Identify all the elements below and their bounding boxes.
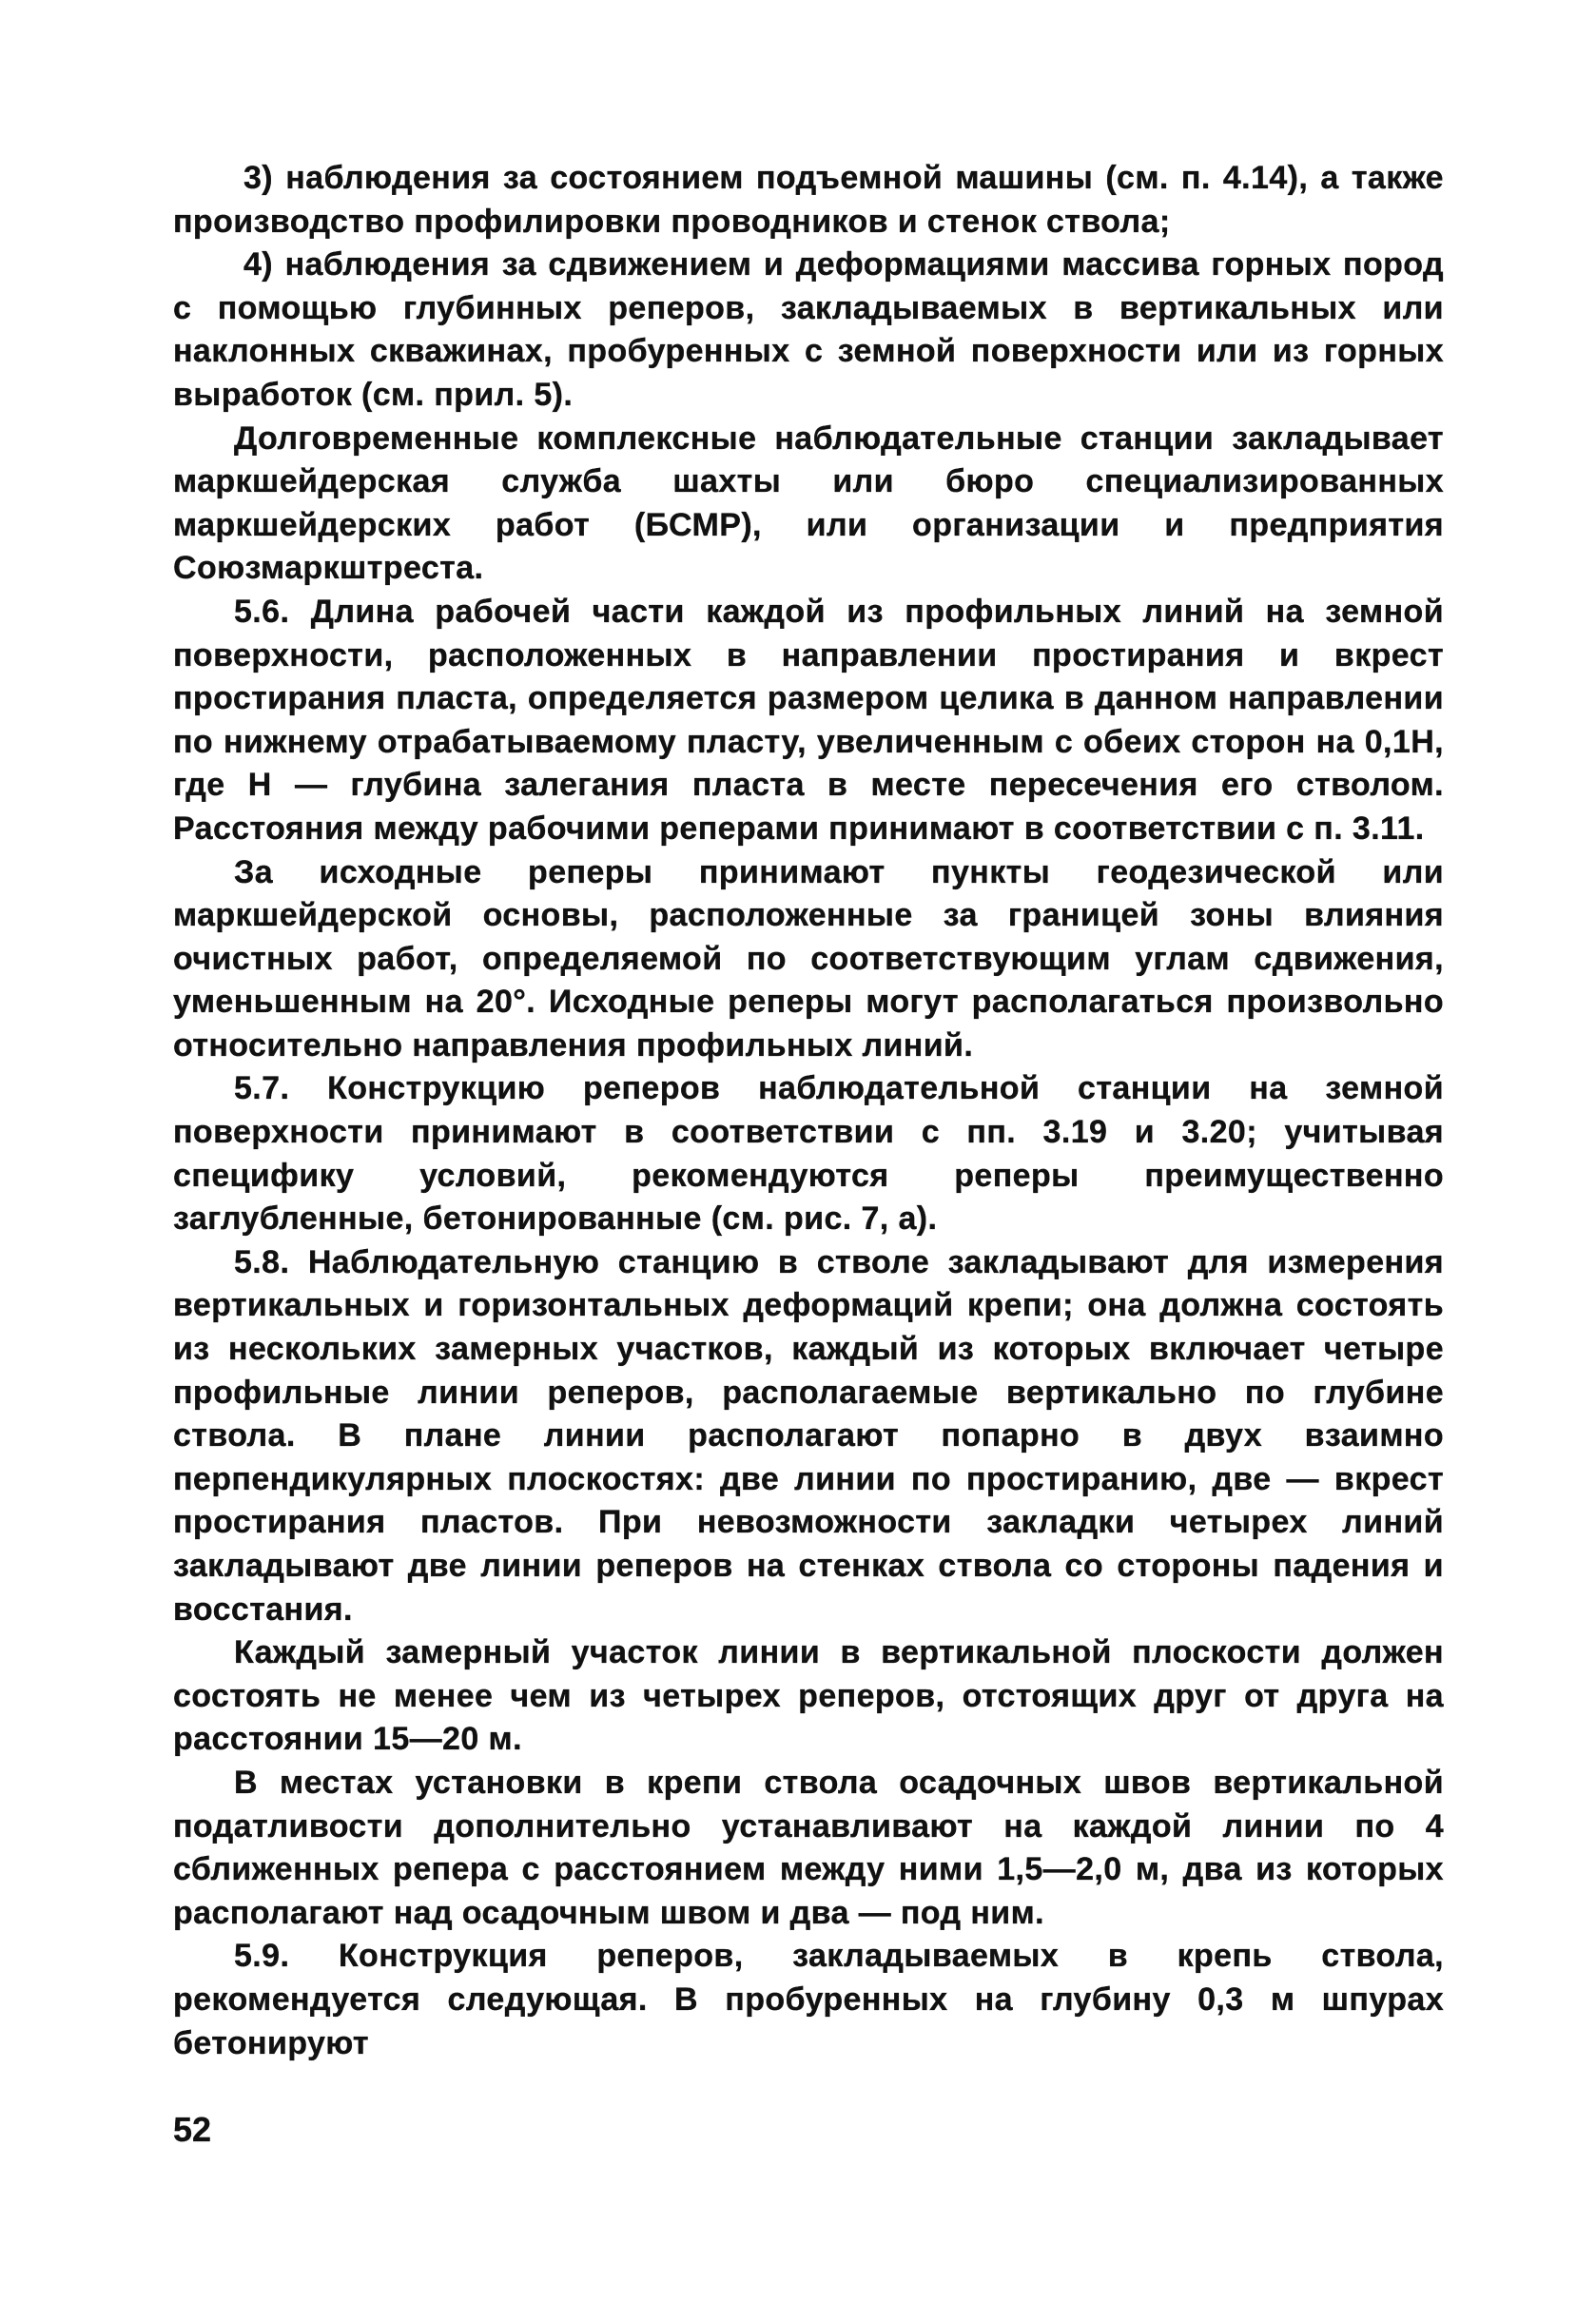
- paragraph-item-3: 3) наблюдения за состоянием подъемной машины (см. п. 4.14), а также производство профилировки проводников и стенок ствола;: [173, 160, 1444, 240]
- paragraph-item-4: 4) наблюдения за сдвижением и деформациями массива горных пород с помощью глубинных реперов, закладываемых в вертикальных или наклонных скважинах, пробуренных с земной поверхности или из горных выработок (см. прил. 5).: [173, 246, 1444, 413]
- paragraph-section-5-8: 5.8. Наблюдательную станцию в стволе закладывают для измерения вертикальных и горизонтальных деформаций крепи; она должна состоять из нескольких замерных участков, каждый из которых включает четыре профильные линии реперов, располагаемые вертикально по глубине ствола. В плане линии располагают попарно в двух взаимно перпендикулярных плоскостях: две линии по простиранию, две — вкрест простирания пластов. При невозможности закладки четырех линий закладывают две линии реперов на стенках ствола со стороны падения и восстания.: [173, 1243, 1444, 1628]
- paragraph-observation-stations: Долговременные комплексные наблюдательные станции закладывает маркшейдерская служба шахты или бюро специализированных маркшейдерских работ (БСМР), или организации и предприятия Союзмаркштреста.: [173, 420, 1444, 587]
- paragraph-measurement-section: Каждый замерный участок линии в вертикальной плоскости должен состоять не менее чем из четырех реперов, отстоящих друг от друга на расстоянии 15—20 м.: [173, 1634, 1444, 1758]
- paragraph-section-5-9: 5.9. Конструкция реперов, закладываемых в крепь ствола, рекомендуется следующая. В пробуренных на глубину 0,3 м шпурах бетонируют: [173, 1938, 1444, 2061]
- paragraph-section-5-6: 5.6. Длина рабочей части каждой из профильных линий на земной поверхности, расположенных в направлении простирания и вкрест простирания пласта, определяется размером целика в данном направлении по нижнему отрабатываемому пласту, увеличенным с обеих сторон на 0,1Н, где Н — глубина залегания пласта в месте пересечения его стволом. Расстояния между рабочими реперами принимают в соответствии с п. 3.11.: [173, 593, 1444, 847]
- body-text: [173, 157, 1444, 2065]
- paragraph-reference-benchmarks: За исходные реперы принимают пункты геодезической или маркшейдерской основы, расположенные за границей зоны влияния очистных работ, определяемой по соответствующим углам сдвижения, уменьшенным на 20°. Исходные реперы могут располагаться произвольно относительно направления профильных линий.: [173, 853, 1444, 1064]
- paragraph-section-5-7: 5.7. Конструкцию реперов наблюдательной станции на земной поверхности принимают в соответствии с пп. 3.19 и 3.20; учитывая специфику условий, рекомендуются реперы преимущественно заглубленные, бетонированные (см. рис. 7, а).: [173, 1070, 1444, 1238]
- page-number: 52: [173, 2110, 212, 2149]
- paragraph-settlement-joints: В местах установки в крепи ствола осадочных швов вертикальной податливости дополнительно устанавливают на каждой линии по 4 сближенных репера с расстоянием между ними 1,5—2,0 м, два из которых располагают над осадочным швом и два — под ним.: [173, 1764, 1444, 1931]
